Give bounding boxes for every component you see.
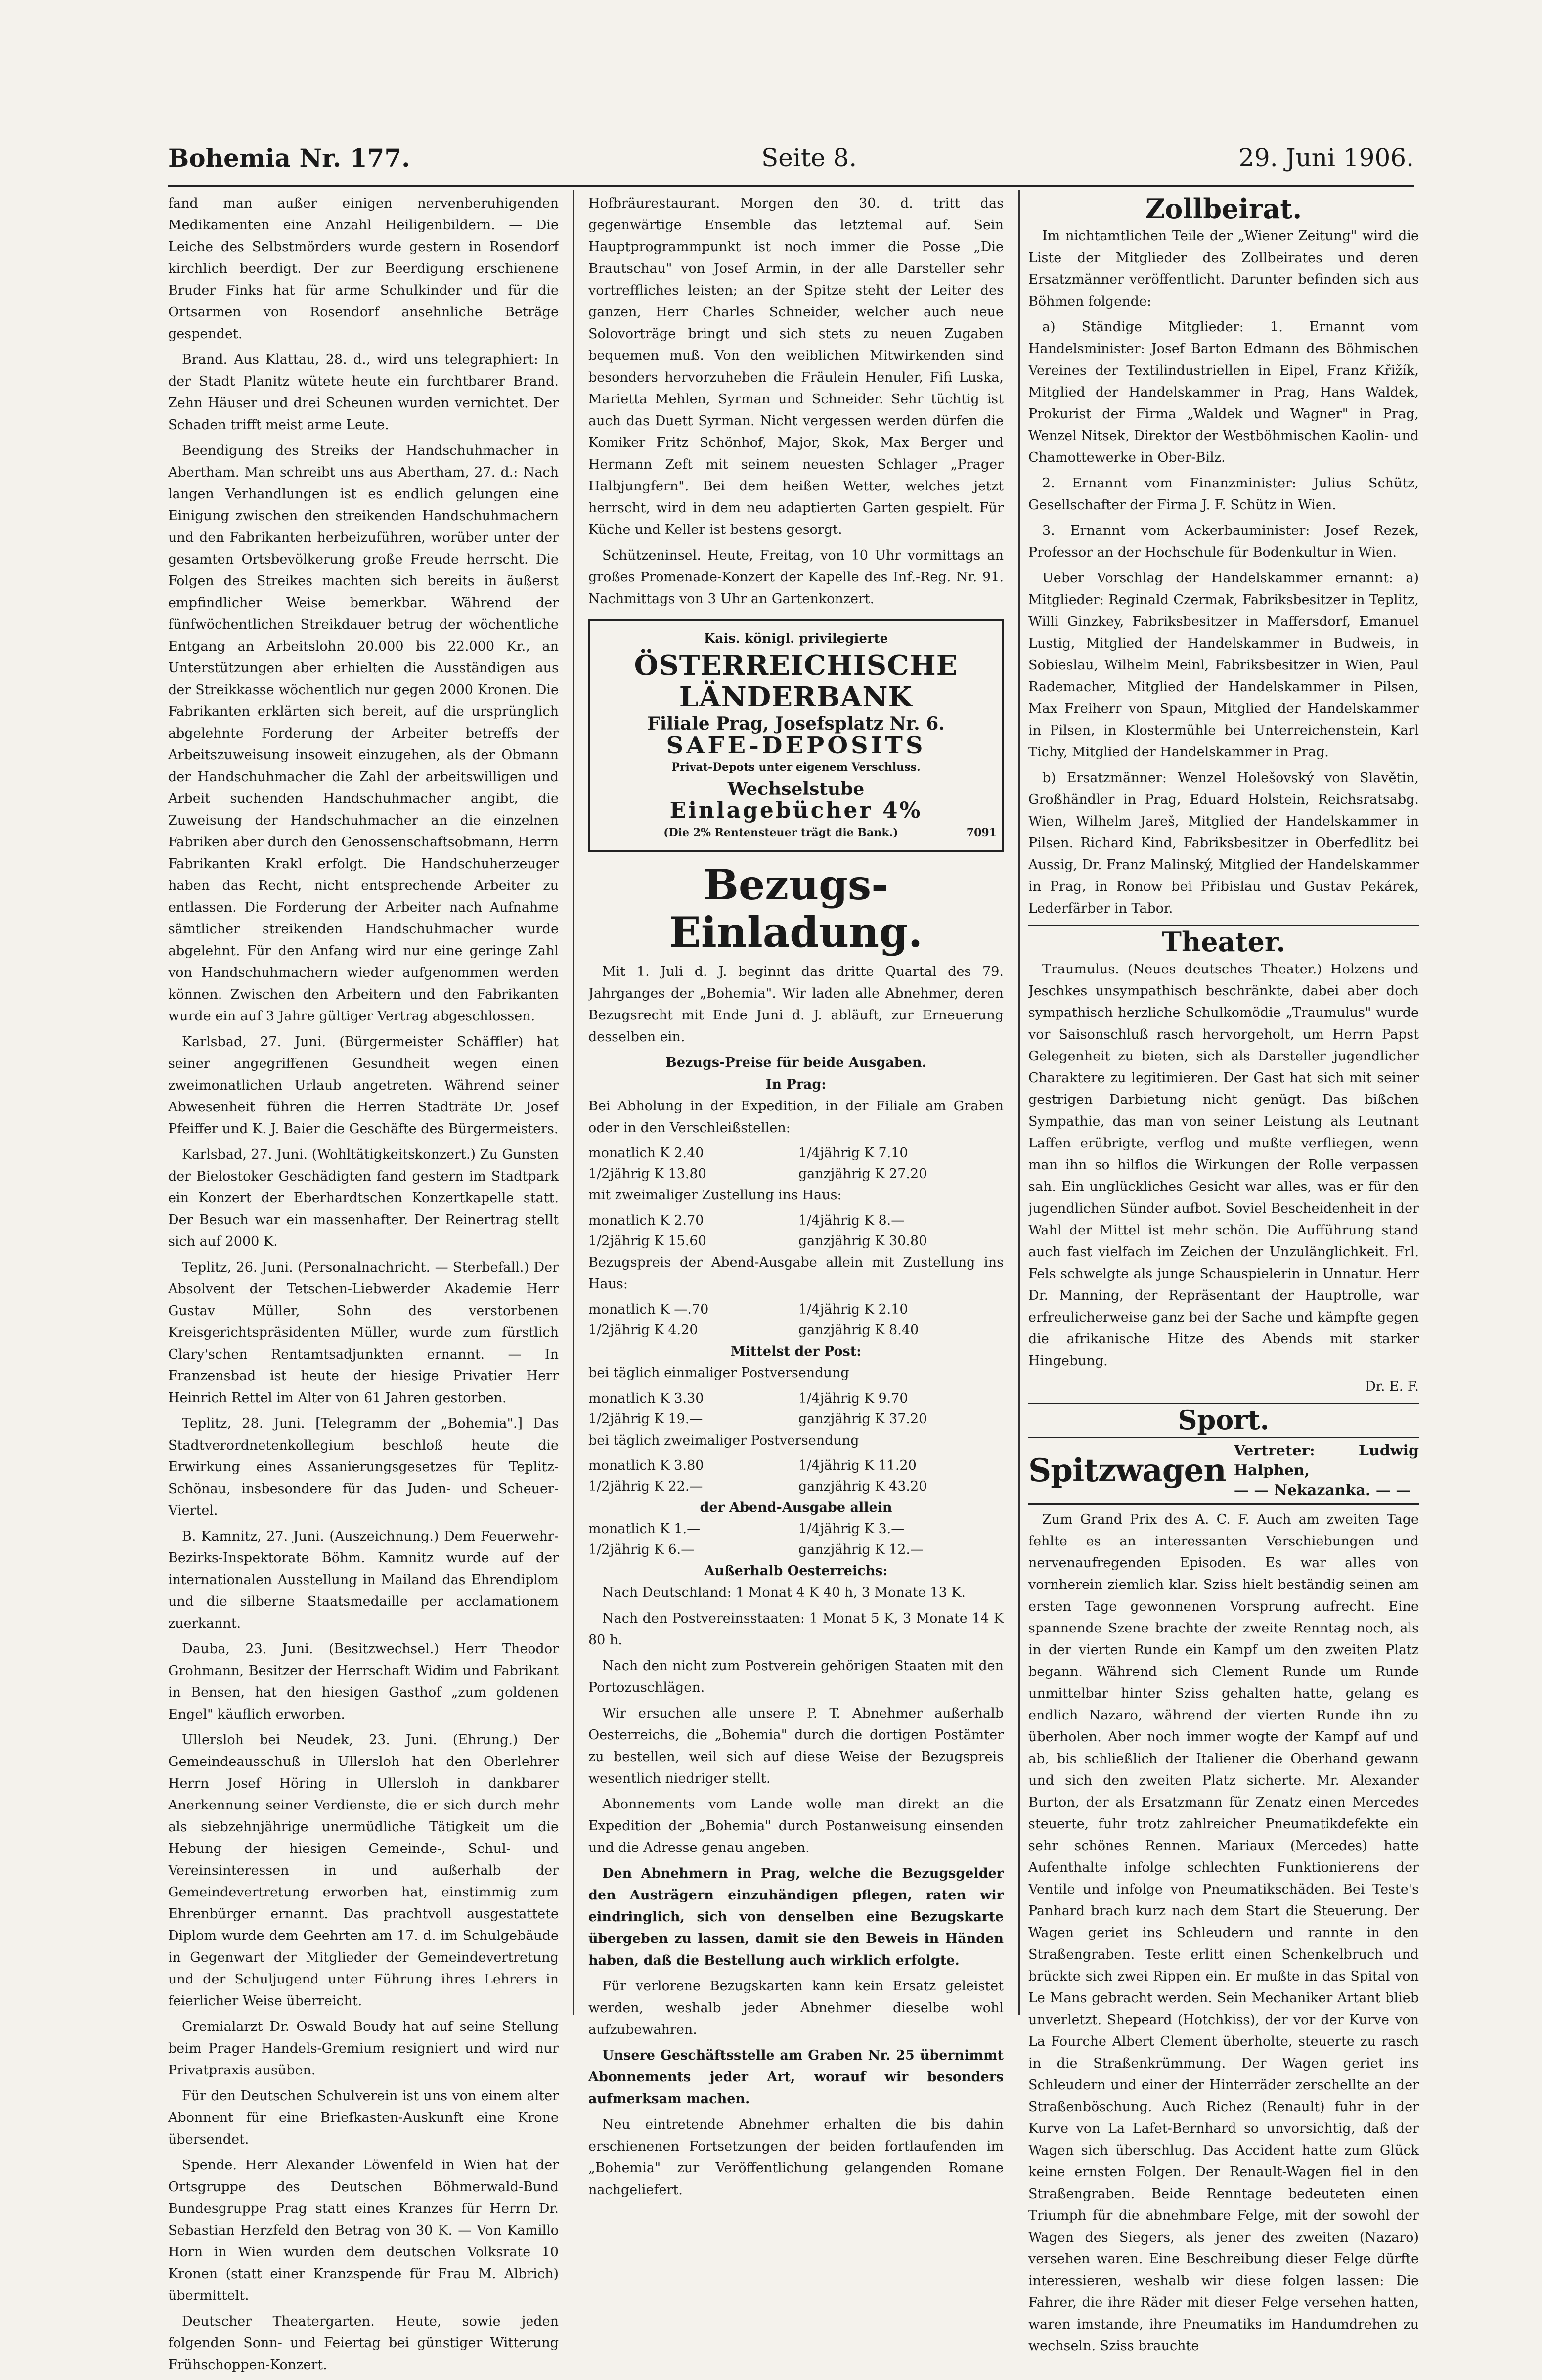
section-label: Mittelst der Post: [730, 1344, 862, 1359]
article-paragraph: Neu eintretende Abnehmer erhalten die bis dahin erschienenen Fortsetzungen der beiden fortlaufenden im „Bohemia" zur Veröffentlichung gelangenden Romane nachgeliefert. [588, 2117, 1004, 2198]
price-cell: ganzjährig K 12.— [798, 1542, 924, 1557]
price-cell: monatlich K 1.— [588, 1521, 701, 1537]
price-table [588, 1388, 1004, 1430]
column-divider [1018, 190, 1020, 2015]
article-paragraph: Spende. Herr Alexander Löwenfeld in Wien hat der Ortsgruppe des Deutschen Böhmerwald-Bund Bundesgruppe Prag statt eines Kranzes für Herrn Dr. Sebastian Herzfeld den Betrag von 30 K. — Von Kamillo Horn in Wien wurden dem deutschen Volksrate 10 Kronen (statt einer Kranzspende für Frau M. Albrich) übermittelt. [168, 2158, 559, 2303]
masthead-issue: Bohemia Nr. 177. [168, 143, 410, 173]
column-1 [168, 193, 559, 2380]
article-paragraph: 3. Ernannt vom Ackerbauminister: Josef Rezek, Professor an der Hochschule für Bodenkultur in Wien. [1028, 523, 1419, 560]
ad-line: — — Nekazanka. — — [1234, 1482, 1411, 1499]
ad-line: Einlagebücher 4% [669, 798, 923, 823]
price-cell: ganzjährig K 37.20 [798, 1411, 927, 1427]
ad-representative [1234, 1441, 1419, 1500]
signature: Dr. E. F. [1365, 1379, 1419, 1394]
ad-line: Kais. königl. privilegierte [704, 631, 888, 646]
column-divider [573, 190, 574, 2015]
price-cell: 1/4jährig K 7.10 [798, 1146, 908, 1161]
section-label: der Abend-Ausgabe allein [700, 1500, 892, 1515]
article-paragraph: a) Ständige Mitglieder: 1. Ernannt vom Handelsminister: Josef Barton Edmann des Böhmischen Vereines der Textilindustriellen in Eipel, Franz Křižík, Mitglied der Handelskammer in Prag, Hans Waldek, Prokurist der Firma „Waldek und Wagner" in Prag, Wenzel Nitsek, Direktor der Westböhmischen Kaolin- und Chamottewerke in Ober-Bilz. [1028, 319, 1419, 465]
price-cell: 1/2jährig K 22.— [588, 1479, 703, 1494]
article-paragraph: Unsere Geschäftsstelle am Graben Nr. 25 übernimmt Abonnements jeder Art, worauf wir besonders aufmerksam machen. [588, 2048, 1004, 2107]
price-table [588, 1210, 1004, 1252]
price-cell: monatlich K 3.80 [588, 1458, 704, 1473]
article-paragraph: Zum Grand Prix des A. C. F. Auch am zweiten Tage fehlte es an interessanten Verschiebungen und nervenaufregenden Episoden. Es war alles von vornherein ziemlich klar. Sziss hielt beständig seinen am ersten Tage gewonnenen Vorsprung aufrecht. Eine spannende Szene brachte der zweite Renntag noch, als in der vierten Runde ein Kampf um den zweiten Platz begann. Während sich Clement Runde um Runde unmittelbar hinter Sziss gehalten hatte, gelang es endlich Nazaro, während der vierten Runde ihn zu überholen. Aber noch immer wogte der Kampf auf und ab, bis schließlich der Italiener die Oberhand gewann und sich den zweiten Platz sicherte. Mr. Alexander Burton, der als Ersatzmann für Zenatz einen Mercedes steuerte, fuhr trotz zahlreicher Pneumatikdefekte ein sehr schönes Rennen. Mariaux (Mercedes) hatte Aufenthalte infolge schlechten Funktionierens der Ventile und infolge von Pneumatikschäden. Bei Teste's Panhard brach kurz nach dem Start die Steuerung. Der Wagen geriet ins Schleudern und rannte in den Straßengraben. Teste erlitt einen Schenkelbruch und brückte sich zwei Rippen ein. Er mußte in das Spital von Le Mans gebracht werden. Sein Mechaniker Artant blieb unverletzt. Shepeard (Hotchkiss), der vor der Kurve von La Fourche Albert Clement überholte, steuerte zu rasch in die Straßenkrümmung. Der Wagen geriet ins Schleudern und einer der Hinterräder zerschellte an der Straßenböschung. Auch Richez (Renault) fuhr in der Kurve von La Lafet-Bernhard so unvorsichtig, daß der Wagen sich überschlug. Das Accident hatte zum Glück keine ernsten Folgen. Der Renault-Wagen fiel in den Straßengraben. Beide Renntage bedeuteten einen Triumph für die abnehmbare Felge, mit der sowohl der Wagen des Siegers, als jener des zweiten (Nazaro) versehen waren. Eine Beschreibung dieser Felge dürfte interessieren, weshalb wir diese folgen lassen: Die Fahrer, die ihre Räder mit dieser Felge versehen hatten, waren imstande, ihre Pneumatiks im Handumdrehen zu wechseln. Sziss brauchte [1028, 1512, 1419, 2354]
section-heading: Zollbeirat. [1145, 193, 1302, 224]
article-paragraph: Traumulus. (Neues deutsches Theater.) Holzens und Jeschkes unsympathisch beschränkte, dabei aber doch sympathisch herzliche Schulkomödie „Traumulus" wurde vor Saisonschluß rasch hervorgeholt, um Herrn Papst Gelegenheit zu bieten, sich als Darsteller jugendlicher Charaktere zu legitimieren. Der Gast hat sich mit seiner gestrigen Darbietung nicht genügt. Das bißchen Sympathie, das man von seiner Leistung als Leutnant Laffen erübrigte, verflog und mußte verfliegen, wenn man ihn so hilflos die Wirkungen der Rolle verpassen sah. Ein unglückliches Gesicht war alles, was er für den jugendlichen Sünder aufbot. Soviel Bescheidenheit in der Wahl der Mittel ist mehr schön. Die Aufführung stand auch fast vielfach im Zeichen der Unzulänglichkeit. Frl. Fels schwelgte als junge Schauspielerin in Unnatur. Herr Dr. Manning, der Repräsentant der Hauptrolle, war erfreulicherweise ganz bei der Sache und kämpfte gegen die afrikanische Hitze des Abends mit starker Hingebung. [1028, 962, 1419, 1368]
price-note: bei täglich zweimaliger Postversendung [588, 1433, 859, 1448]
article-paragraph: Ueber Vorschlag der Handelskammer ernannt: a) Mitglieder: Reginald Czermak, Fabriksbesitzer in Teplitz, Willi Ginzkey, Fabriksbesitzer in Maffersdorf, Emanuel Lustig, Mitglied der Handelskammer in Budweis, in Sobieslau, Wilhelm Meinl, Fabriksbesitzer in Wien, Paul Rademacher, Mitglied der Handelskammer in Pilsen, Max Freiherr von Spaun, Mitglied der Handelskammer in Pilsen, in Klostermühle bei Unterreichenstein, Karl Tichy, Mitglied der Handelskammer in Prag. [1028, 571, 1419, 760]
spitzwagen-advertisement [1028, 1437, 1419, 1505]
article-paragraph: Für den Deutschen Schulverein ist uns von einem alter Abonnent für eine Briefkasten-Auskunft eine Krone übersendet. [168, 2088, 559, 2147]
article-paragraph: Karlsbad, 27. Juni. (Wohltätigkeitskonzert.) Zu Gunsten der Bielostoker Geschädigten fand gestern im Stadtpark ein Konzert der Eberhardtschen Konzertkapelle statt. Der Besuch war ein massenhafter. Der Reinertrag stellt sich auf 2000 K. [168, 1147, 559, 1249]
price-cell: ganzjährig K 43.20 [798, 1479, 927, 1494]
price-cell: ganzjährig K 8.40 [798, 1322, 919, 1338]
article-paragraph: Mit 1. Juli d. J. beginnt das dritte Quartal des 79. Jahrganges der „Bohemia". Wir laden alle Abnehmer, deren Bezugsrecht mit Ende Juni d. J. abläuft, zur Erneuerung desselben ein. [588, 964, 1004, 1045]
ad-line: Wechselstube [727, 779, 865, 799]
prices-title: Bezugs-Preise für beide Ausgaben. [665, 1055, 926, 1070]
price-cell: 1/2jährig K 13.80 [588, 1166, 706, 1182]
price-cell: monatlich K —.70 [588, 1302, 709, 1317]
ad-line: SAFE-DEPOSITS [666, 732, 926, 759]
article-paragraph: B. Kamnitz, 27. Juni. (Auszeichnung.) Dem Feuerwehr-Bezirks-Inspektorate Böhm. Kamnitz wurde auf der internationalen Ausstellung in Mailand das Ehrendiplom und die silberne Staatsmedaille per acclamationem zuerkannt. [168, 1529, 559, 1631]
price-cell: 1/4jährig K 2.10 [798, 1302, 908, 1317]
ad-line: Filiale Prag, Josefsplatz Nr. 6. [647, 713, 945, 734]
article-paragraph: Schützeninsel. Heute, Freitag, von 10 Uhr vormittags an großes Promenade-Konzert der Kapelle des Inf.-Reg. Nr. 91. Nachmittags von 3 Uhr an Gartenkonzert. [588, 548, 1004, 607]
price-note: Bei Abholung in der Expedition, in der Filiale am Graben oder in den Verschleißstellen: [588, 1099, 1004, 1136]
price-cell: 1/2jährig K 15.60 [588, 1234, 706, 1249]
article-paragraph: Ullersloh bei Neudek, 23. Juni. (Ehrung.) Der Gemeindeausschuß in Ullersloh hat den Oberlehrer Herrn Josef Höring in Ullersloh in dankbarer Anerkennung seiner Verdienste, die er sich durch mehr als siebzehnjährige unermüdliche Tätigkeit um die Hebung der hiesigen Gemeinde-, Schul- und Vereinsinteressen in und außerhalb der Gemeindevertretung erworben hat, einstimmig zum Ehrenbürger ernannt. Das prachtvoll ausgestattete Diplom wurde dem Geehrten am 17. d. im Schulgebäude in Gegenwart der Mitglieder der Gemeindevertretung und der Schuljugend unter Führung ihres Lehrers in feierlicher Weise überreicht. [168, 1732, 559, 2009]
ad-note: (Die 2% Rentensteuer trägt die Bank.) [663, 826, 898, 839]
price-table [588, 1455, 1004, 1497]
ad-title: Spitzwagen [1028, 1452, 1226, 1489]
article-paragraph: Hofbräurestaurant. Morgen den 30. d. tritt das gegenwärtige Ensemble das letztemal auf. Sein Hauptprogrammpunkt ist noch immer die Posse „Die Brautschau" von Josef Armin, in der alle Darsteller sehr vortreffliches leisten; an der Spitze steht der Leiter des ganzen, Herr Charles Schneider, welcher auch neue Solovorträge bringt und sich stets zu neuen Zugaben bequemen muß. Von den weiblichen Mitwirkenden sind besonders hervorzuheben die Fräulein Henuler, Fifi Luska, Marietta Mehlen, Syrman und Schneider. Sehr tüchtig ist auch das Duett Syrman. Nicht vergessen werden dürfen die Komiker Fritz Schönhof, Major, Skok, Max Berger und Hermann Zeft mit seinem neuesten Schlager „Prager Halbjungfern". Bei dem heißen Wetter, welches jetzt herrscht, wird in dem neu adaptierten Garten gespielt. Für Küche und Keller ist bestens gesorgt. [588, 196, 1004, 537]
article-paragraph: b) Ersatzmänner: Wenzel Holešovský von Slavětin, Großhändler in Prag, Eduard Holstein, Reichsratsabg. Wien, Wilhelm Jareš, Mitglied der Handelskammer in Pilsen. Richard Kind, Fabriksbesitzer in Oberfedlitz bei Aussig, Dr. Franz Malinský, Mitglied der Handelskammer in Prag, in Ronow bei Přibislau und Gustav Pekárek, Lederfärber in Tabor. [1028, 770, 1419, 916]
price-cell: monatlich K 2.70 [588, 1213, 704, 1228]
article-paragraph: 2. Ernannt vom Finanzminister: Julius Schütz, Gesellschafter der Firma J. F. Schütz in Wien. [1028, 476, 1419, 513]
article-paragraph: Deutscher Theatergarten. Heute, sowie jeden folgenden Sonn- und Feiertag bei günstiger Witterung Frühschoppen-Konzert. [168, 2314, 559, 2373]
article-paragraph: Karlsbad, 27. Juni. (Bürgermeister Schäffler) hat seiner angegriffenen Gesundheit wegen einen zweimonatlichen Urlaub angetreten. Während seiner Abwesenheit führen die Herren Stadträte Dr. Josef Pfeiffer und K. J. Baier die Geschäfte des Bürgermeisters. [168, 1034, 559, 1137]
article-paragraph: Beendigung des Streiks der Handschuhmacher in Abertham. Man schreibt uns aus Abertham, 27. d.: Nach langen Verhandlungen ist es endlich gelungen eine Einigung zwischen den streikenden Handschuhmachern und den Fabrikanten herbeizuführen, worüber unter der gesamten Ortsbevölkerung große Freude herrscht. Die Folgen des Streikes machten sich bereits in äußerst empfindlicher Weise bemerkbar. Während der fünfwöchentlichen Streikdauer betrug der wöchentliche Entgang an Arbeitslohn 20.000 bis 22.000 Kr., an Unterstützungen aber erhielten die Ausständigen aus der Streikkasse wöchentlich nur gegen 2000 Kronen. Die Fabrikanten erklärten sich bereit, auf die ursprünglich abgelehnte Forderung der Arbeiter betreffs der Arbeitszuweisung insoweit einzugehen, als der Obmann der Handschuhmacher die Zahl der arbeitswilligen und Arbeit suchenden Handschuhmacher angibt, die Zuweisung der Handschuhmacher an die einzelnen Fabriken aber durch den Genossenschaftsobmann, Herrn Fabrikanten Krakl erfolgt. Die Handschuherzeuger haben das Recht, nicht entsprechende Arbeiter zu entlassen. Die Forderung der Arbeiter nach Aufnahme sämtlicher streikenden Handschuhmacher wurde abgelehnt. Für den Anfang wird nur eine geringe Zahl von Handschuhmachern wieder aufgenommen werden können. Zwischen den Arbeitern und den Fabrikanten wurde ein auf 3 Jahre gültiger Vertrag abgeschlossen. [168, 443, 559, 1024]
price-cell: ganzjährig K 30.80 [798, 1234, 927, 1249]
ad-line: Vertreter: Ludwig Halphen, [1234, 1442, 1419, 1479]
article-paragraph: Gremialarzt Dr. Oswald Boudy hat auf seine Stellung beim Prager Handels-Gremium resigniert und wird nur Privatpraxis ausüben. [168, 2019, 559, 2078]
price-cell: 1/2jährig K 4.20 [588, 1322, 698, 1338]
ad-line: Privat-Depots unter eigenem Verschluss. [671, 761, 921, 774]
price-note: bei täglich einmaliger Postversendung [588, 1366, 849, 1381]
article-paragraph: Brand. Aus Klattau, 28. d., wird uns telegraphiert: In der Stadt Planitz wütete heute ein furchtbarer Brand. Zehn Häuser und drei Scheunen wurden vernichtet. Der Schaden trifft meist arme Leute. [168, 352, 559, 433]
article-paragraph: Nach Deutschland: 1 Monat 4 K 40 h, 3 Monate 13 K. [602, 1585, 966, 1600]
section-heading: Sport. [1178, 1404, 1270, 1436]
article-paragraph: Nach den nicht zum Postverein gehörigen Staaten mit den Portozuschlägen. [588, 1658, 1004, 1695]
ad-bank-name: ÖSTERREICHISCHE LÄNDERBANK [634, 649, 958, 713]
price-cell: 1/4jährig K 3.— [798, 1521, 905, 1537]
page-header [168, 143, 1414, 183]
column-2 [588, 193, 1004, 2205]
issue-date: 29. Juni 1906. [1238, 143, 1414, 172]
price-cell: 1/4jährig K 11.20 [798, 1458, 917, 1473]
price-cell: 1/2jährig K 19.— [588, 1411, 703, 1427]
price-table [588, 1299, 1004, 1341]
price-table [588, 1143, 1004, 1185]
price-note: mit zweimaliger Zustellung ins Haus: [588, 1188, 842, 1203]
article-paragraph: fand man außer einigen nervenberuhigenden Medikamenten eine Anzahl Heiligenbildern. — Die Leiche des Selbstmörders wurde gestern in Rosendorf kirchlich beerdigt. Der zur Beerdigung erschienene Bruder Finks hat für arme Schulkinder und für die Ortsarmen von Rosendorf ansehnliche Beträge gespendet. [168, 196, 559, 342]
price-cell: monatlich K 2.40 [588, 1146, 704, 1161]
column-3 [1028, 193, 1419, 2361]
price-cell: ganzjährig K 27.20 [798, 1166, 927, 1182]
section-label: Außerhalb Oesterreichs: [704, 1563, 888, 1579]
article-paragraph: Abonnements vom Lande wolle man direkt an die Expedition der „Bohemia" durch Postanweisung einsenden und die Adresse genau angeben. [588, 1797, 1004, 1855]
price-cell: 1/2jährig K 6.— [588, 1542, 695, 1557]
price-cell: monatlich K 3.30 [588, 1391, 704, 1406]
price-note: Bezugspreis der Abend-Ausgabe allein mit Zustellung ins Haus: [588, 1255, 1004, 1292]
article-paragraph: Für verlorene Bezugskarten kann kein Ersatz geleistet werden, weshalb jeder Abnehmer dieselbe wohl aufzubewahren. [588, 1979, 1004, 2037]
section-heading: Theater. [1161, 926, 1286, 958]
price-table [588, 1519, 1004, 1560]
article-paragraph: Im nichtamtlichen Teile der „Wiener Zeitung" wird die Liste der Mitglieder des Zollbeirates und deren Ersatzmänner veröffentlicht. Darunter befinden sich aus Böhmen folgende: [1028, 228, 1419, 309]
ad-line [595, 822, 997, 843]
section-label: In Prag: [765, 1077, 827, 1092]
article-paragraph: Wir ersuchen alle unsere P. T. Abnehmer außerhalb Oesterreichs, die „Bohemia" durch die dortigen Postämter zu bestellen, weil sich auf diese Weise der Bezugspreis wesentlich niedriger stellt. [588, 1706, 1004, 1786]
article-paragraph: Nach den Postvereinsstaaten: 1 Monat 5 K, 3 Monate 14 K 80 h. [588, 1611, 1004, 1648]
price-cell: 1/4jährig K 8.— [798, 1213, 905, 1228]
article-paragraph: Teplitz, 26. Juni. (Personalnachricht. — Sterbefall.) Der Absolvent der Tetschen-Liebwerder Akademie Herr Gustav Müller, Sohn des verstorbenen Kreisgerichtspräsidenten Müller, wurde zum fürstlich Clary'schen Rentamtsadjunkten ernannt. — In Franzensbad ist heute der hiesige Privatier Herr Heinrich Rettel im Alter von 61 Jahren gestorben. [168, 1260, 559, 1406]
article-paragraph: Den Abnehmern in Prag, welche die Bezugsgelder den Austrägern einzuhändigen pflegen, raten wir eindringlich, sich von denselben eine Bezugskarte übergeben zu lassen, damit sie den Beweis in Händen haben, daß die Bestellung auch wirklich erfolgte. [588, 1866, 1004, 1968]
header-rule [168, 185, 1414, 187]
ad-number: 7091 [966, 826, 997, 839]
price-cell: 1/4jährig K 9.70 [798, 1391, 908, 1406]
article-paragraph: Dauba, 23. Juni. (Besitzwechsel.) Herr Theodor Grohmann, Besitzer der Herrschaft Widim und Fabrikant in Bensen, hat den hiesigen Gasthof „zum goldenen Engel" käuflich erworben. [168, 1641, 559, 1722]
page-number: Seite 8. [761, 143, 857, 172]
bank-advertisement [588, 619, 1004, 852]
article-paragraph: Teplitz, 28. Juni. [Telegramm der „Bohemia".] Das Stadtverordnetenkollegium beschloß heute die Erwirkung eines Assanierungsgesetzes für Teplitz-Schönau, insbesondere für das Juden- und Scheuer-Viertel. [168, 1416, 559, 1518]
subscription-title: Bezugs-Einladung. [669, 860, 923, 957]
